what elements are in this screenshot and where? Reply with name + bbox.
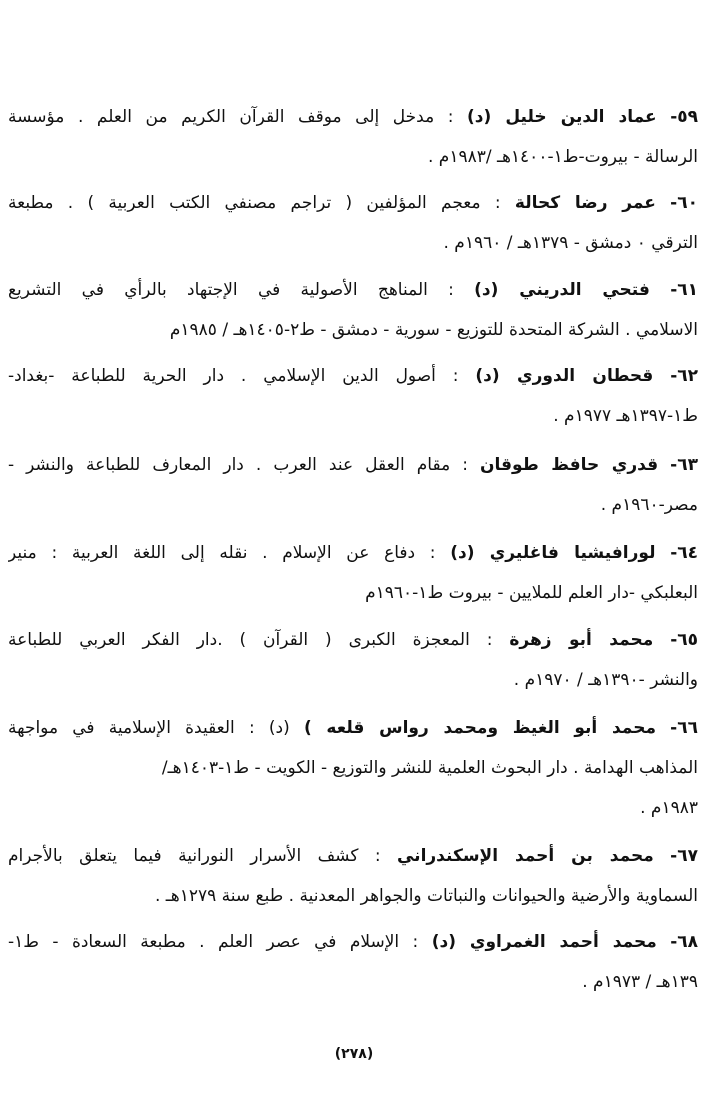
entry-text: : المناهج الأصولية في الإجتهاد بالرأي في التشريع: [8, 280, 475, 300]
entry-text: : أصول الدين الإسلامي . دار الحرية للطباعة -بغداد-: [8, 366, 476, 386]
entry-line-2: المذاهب الهدامة . دار البحوث العلمية للنشر والتوزيع - الكويت - ط١-١٤٠٣هـ/: [161, 758, 698, 778]
entry-line-2: الترقي ٠ دمشق - ١٣٧٩هـ / ١٩٦٠م .: [443, 233, 698, 253]
entry-text: : دفاع عن الإسلام . نقله إلى اللغة العربية : منير: [8, 543, 451, 563]
bibliography-entry-67: [8, 836, 698, 916]
entry-author: عمر رضا كحالة: [514, 193, 656, 213]
entry-line-1: [8, 97, 698, 137]
entry-number: ٦٢-: [670, 366, 698, 386]
entry-line-3: ١٩٨٣م .: [640, 798, 698, 818]
entry-number: ٥٩-: [670, 107, 698, 127]
entry-line-2: مصر-١٩٦٠م .: [600, 495, 698, 515]
entry-text: : المعجزة الكبرى ( القرآن ) .دار الفكر العربي للطباعة: [8, 630, 510, 650]
page-number: (٢٧٨): [334, 1046, 374, 1062]
entry-text: : معجم المؤلفين ( تراجم مصنفي الكتب العربية ) . مطبعة: [8, 193, 515, 213]
entry-author: محمد أحمد الغمراوي (د): [431, 932, 657, 952]
entry-author: محمد أبو زهرة: [509, 630, 654, 650]
entry-line-1: [8, 620, 698, 660]
entry-line-1: [8, 445, 698, 485]
bibliography-entry-62: [8, 356, 698, 436]
entry-line-2: البعلبكي -دار العلم للملايين - بيروت ط١-١٩٦٠م: [365, 583, 698, 603]
entry-text: : الإسلام في عصر العلم . مطبعة السعادة - ط١-: [8, 932, 432, 952]
entry-line-2: ١٣٩هـ / ١٩٧٣م .: [582, 972, 698, 992]
bibliography-entry-65: [8, 620, 698, 700]
bibliography-entry-60: [8, 183, 698, 263]
bibliography-entry-63: [8, 445, 698, 525]
entry-text: : مدخل إلى موقف القرآن الكريم من العلم . مؤسسة: [8, 107, 468, 127]
entry-author: محمد أبو الغيظ ومحمد رواس قلعه ): [303, 718, 656, 738]
entry-line-2: الاسلامي . الشركة المتحدة للتوزيع - سورية - دمشق - ط٢-١٤٠٥هـ / ١٩٨٥م: [169, 320, 698, 340]
entry-number: ٦٦-: [670, 718, 698, 738]
entry-text: : مقام العقل عند العرب . دار المعارف للطباعة والنشر -: [8, 455, 481, 475]
entry-number: ٦٨-: [670, 932, 698, 952]
entry-line-1: [8, 270, 698, 310]
entry-line-1: [8, 533, 698, 573]
entry-author: محمد بن أحمد الإسكندراني: [396, 846, 654, 866]
bibliography-entry-59: [8, 97, 698, 177]
entry-number: ٦٠-: [670, 193, 698, 213]
entry-author: قحطان الدوري (د): [475, 366, 654, 386]
bibliography-entry-61: [8, 270, 698, 350]
bibliography-entry-66: [8, 708, 698, 828]
entry-text: (د) : العقيدة الإسلامية في مواجهة: [8, 718, 304, 738]
entry-line-2: ط١-١٣٩٧هـ ١٩٧٧م .: [553, 406, 698, 426]
entry-number: ٦٧-: [670, 846, 698, 866]
entry-number: ٦١-: [670, 280, 698, 300]
entry-line-1: [8, 836, 698, 876]
entry-author: عماد الدين خليل (د): [467, 107, 657, 127]
entry-author: فتحي الدريني (د): [474, 280, 650, 300]
entry-line-1: [8, 183, 698, 223]
entry-line-1: [8, 356, 698, 396]
entry-number: ٦٥-: [670, 630, 698, 650]
entry-line-2: الرسالة - بيروت-ط١-١٤٠٠هـ /١٩٨٣م .: [427, 147, 698, 167]
entry-number: ٦٤-: [670, 543, 698, 563]
entry-text: : كشف الأسرار النورانية فيما يتعلق بالأجرام: [8, 846, 397, 866]
entry-line-1: [8, 708, 698, 748]
entry-author: لورافيشيا فاغليري (د): [450, 543, 656, 563]
bibliography-entry-64: [8, 533, 698, 613]
entry-line-2: السماوية والأرضية والحيوانات والنباتات والجواهر المعدنية . طبع سنة ١٢٧٩هـ .: [154, 886, 698, 906]
entry-line-1: [8, 922, 698, 962]
entry-number: ٦٣-: [670, 455, 698, 475]
entry-author: قدري حافظ طوقان: [480, 455, 659, 475]
entry-line-2: والنشر -١٣٩٠هـ / ١٩٧٠م .: [513, 670, 698, 690]
bibliography-entry-68: [8, 922, 698, 1002]
